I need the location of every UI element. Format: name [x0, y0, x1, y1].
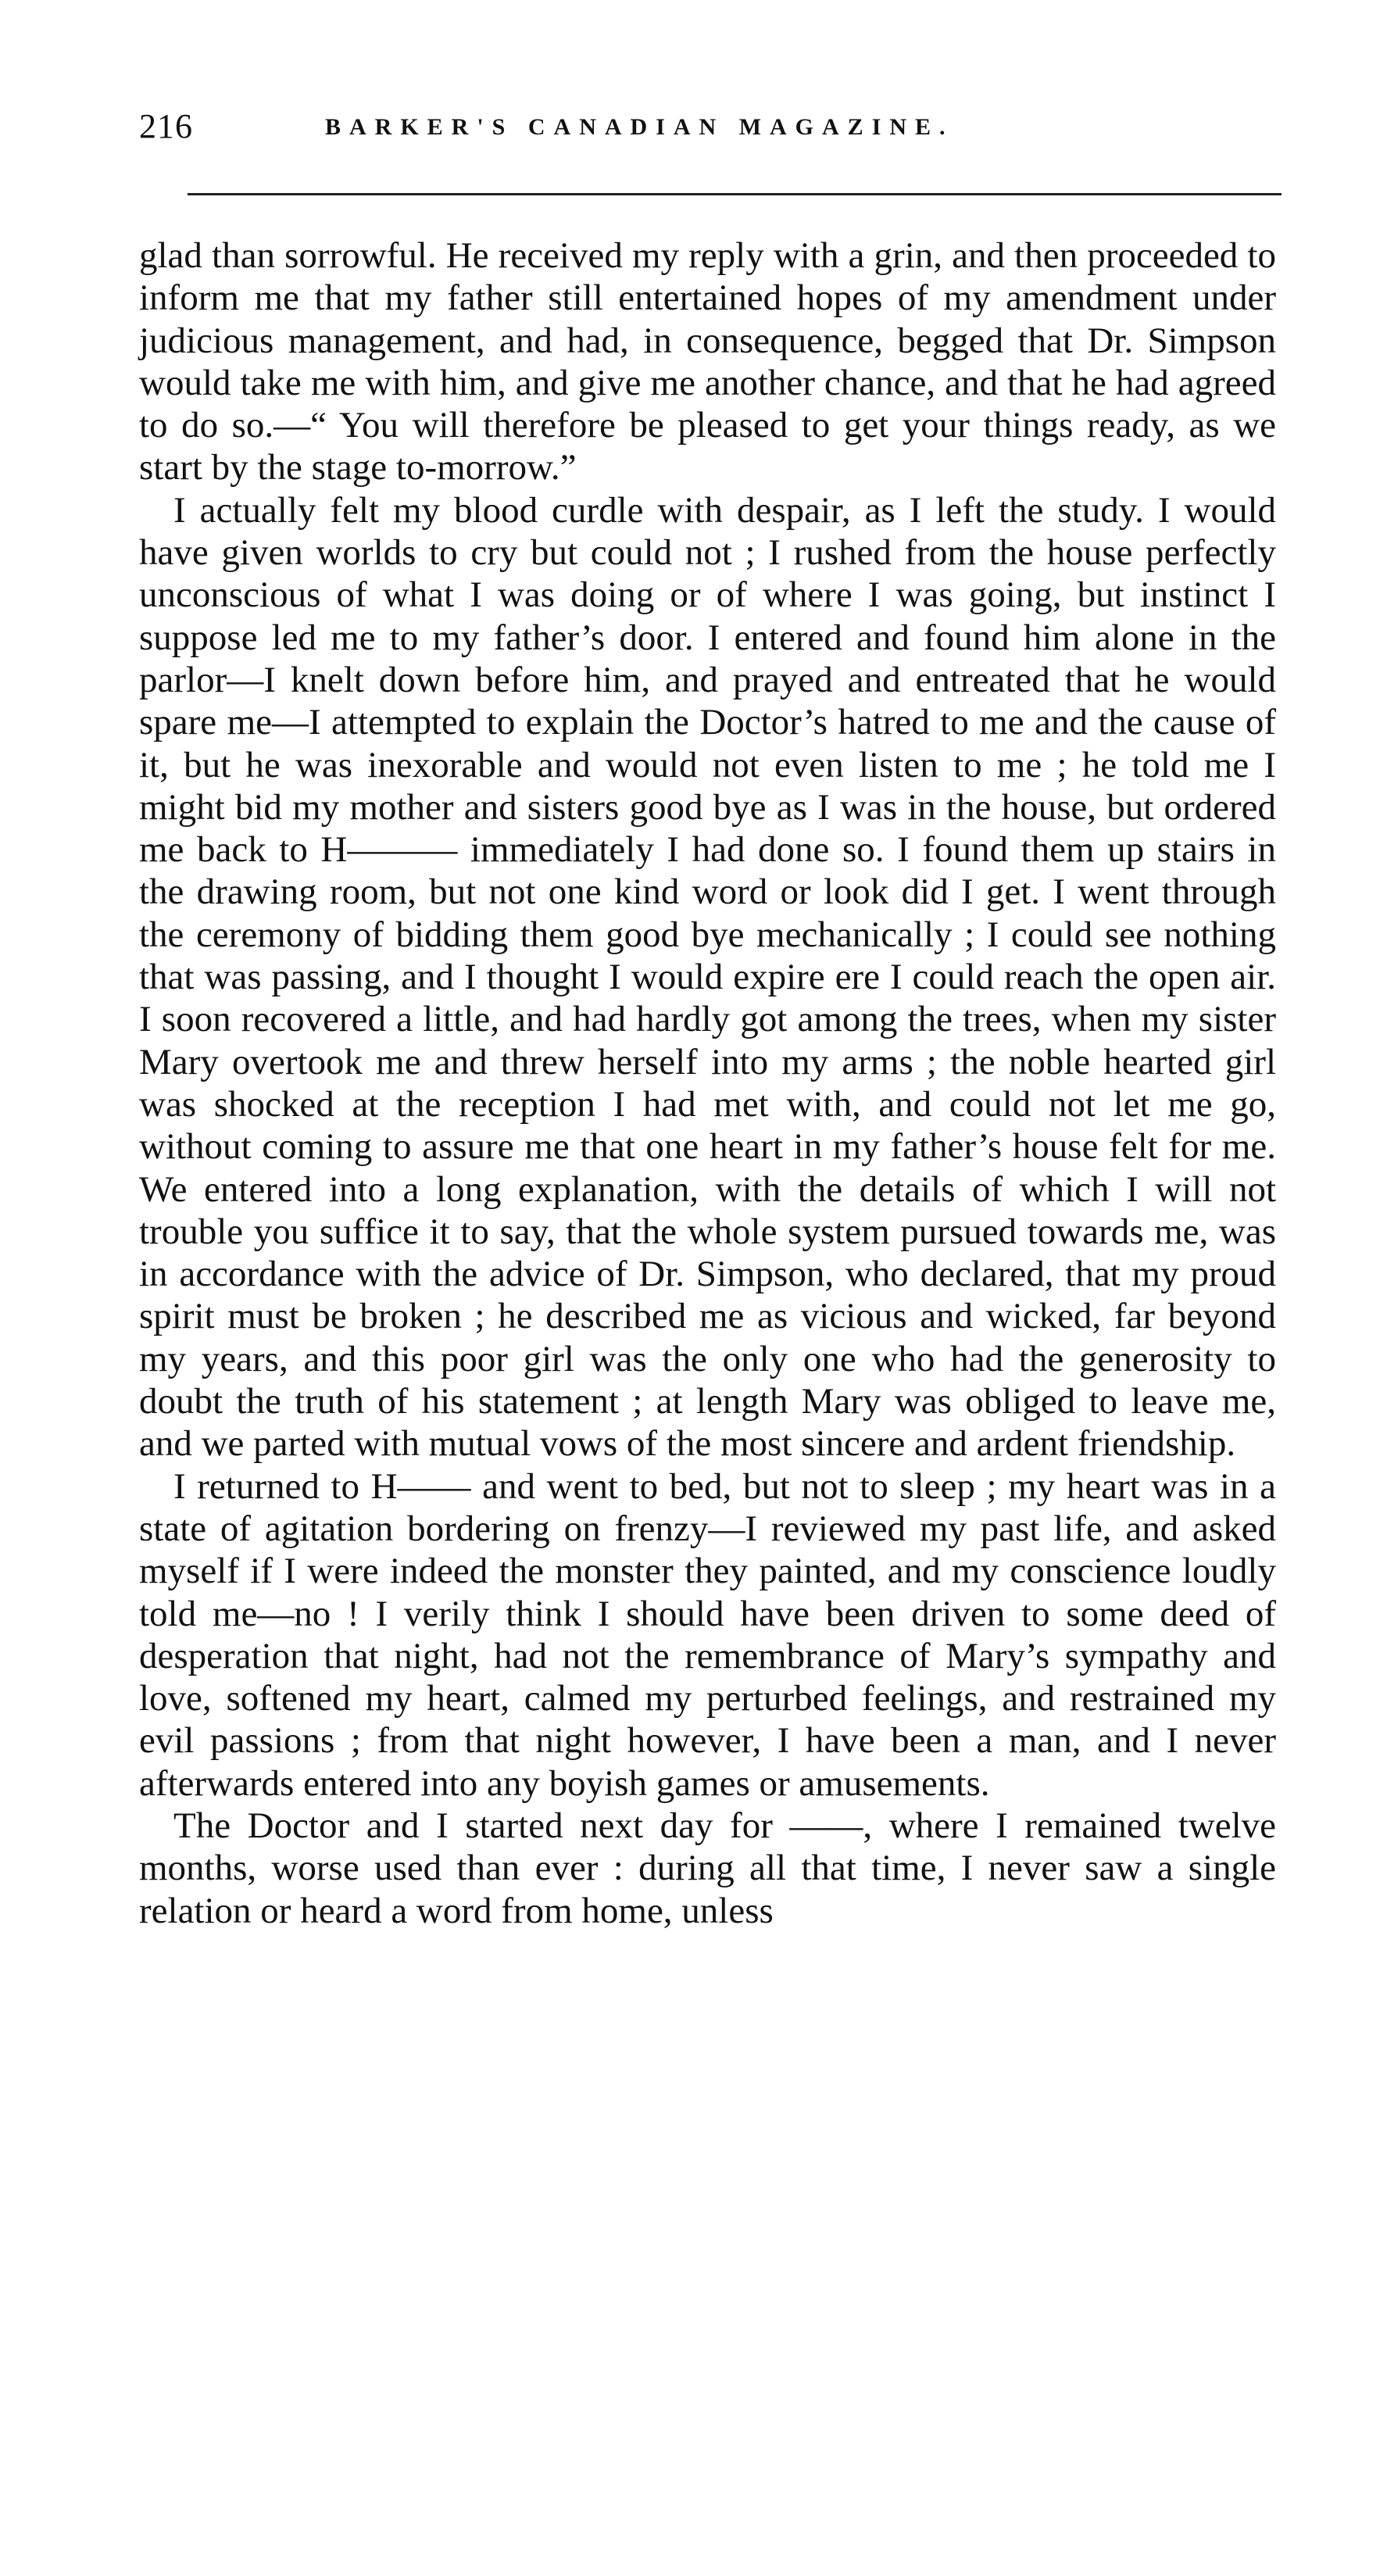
header-rule — [188, 193, 1282, 195]
running-title: BARKER'S CANADIAN MAGAZINE. — [325, 114, 954, 140]
page-header — [139, 106, 1272, 153]
article-body — [139, 234, 1276, 1932]
paragraph-2: I actually felt my blood curdle with despair, as I left the study. I would have given worlds to cry but could not ; I rushed from the house perfectly unconscious of what I was doing or of where I was going, but instinct I suppose led me to my father’s door. I entered and found him alone in the parlor—I knelt down before him, and prayed and entreated that he would spare me—I attempted to explain the Doctor’s hatred to me and the cause of it, but he was inexorable and would not even listen to me ; he told me I might bid my mother and sisters good bye as I was in the house, but ordered me back to H——— immediately I had done so. I found them up stairs in the drawing room, but not one kind word or look did I get. I went through the ceremony of bidding them good bye mechanically ; I could see nothing that was passing, and I thought I would expire ere I could reach the open air. I soon recovered a little, and had hardly got among the trees, when my sister Mary overtook me and threw herself into my arms ; the noble hearted girl was shocked at the reception I had met with, and could not let me go, without coming to assure me that one heart in my father’s house felt for me. We entered into a long explanation, with the details of which I will not trouble you suffice it to say, that the whole system pursued towards me, was in accordance with the advice of Dr. Simpson, who declared, that my proud spirit must be broken ; he described me as vicious and wicked, far beyond my years, and this poor girl was the only one who had the generosity to doubt the truth of his statement ; at length Mary was obliged to leave me, and we parted with mutual vows of the most sincere and ardent friendship. — [139, 489, 1276, 1465]
paragraph-4: The Doctor and I started next day for ——, where I remained twelve months, worse used than ever : during all that time, I never saw a single relation or heard a word from home, unless — [139, 1805, 1276, 1931]
paragraph-3: I returned to H—— and went to bed, but not to sleep ; my heart was in a state of agitation bordering on frenzy—I reviewed my past life, and asked myself if I were indeed the monster they painted, and my conscience loudly told me—no ! I verily think I should have been driven to some deed of desperation that night, had not the remembrance of Mary’s sympathy and love, softened my heart, calmed my perturbed feelings, and restrained my evil passions ; from that night however, I have been a man, and I never afterwards entered into any boyish games or amusements. — [139, 1465, 1276, 1804]
page-number: 216 — [139, 107, 193, 145]
paragraph-1: glad than sorrowful. He received my reply with a grin, and then proceeded to inform me that my father still entertained hopes of my amendment under judicious management, and had, in consequence, begged that Dr. Simpson would take me with him, and give me another chance, and that he had agreed to do so.—“ You will therefore be pleased to get your things ready, as we start by the stage to-morrow.” — [139, 235, 1276, 488]
